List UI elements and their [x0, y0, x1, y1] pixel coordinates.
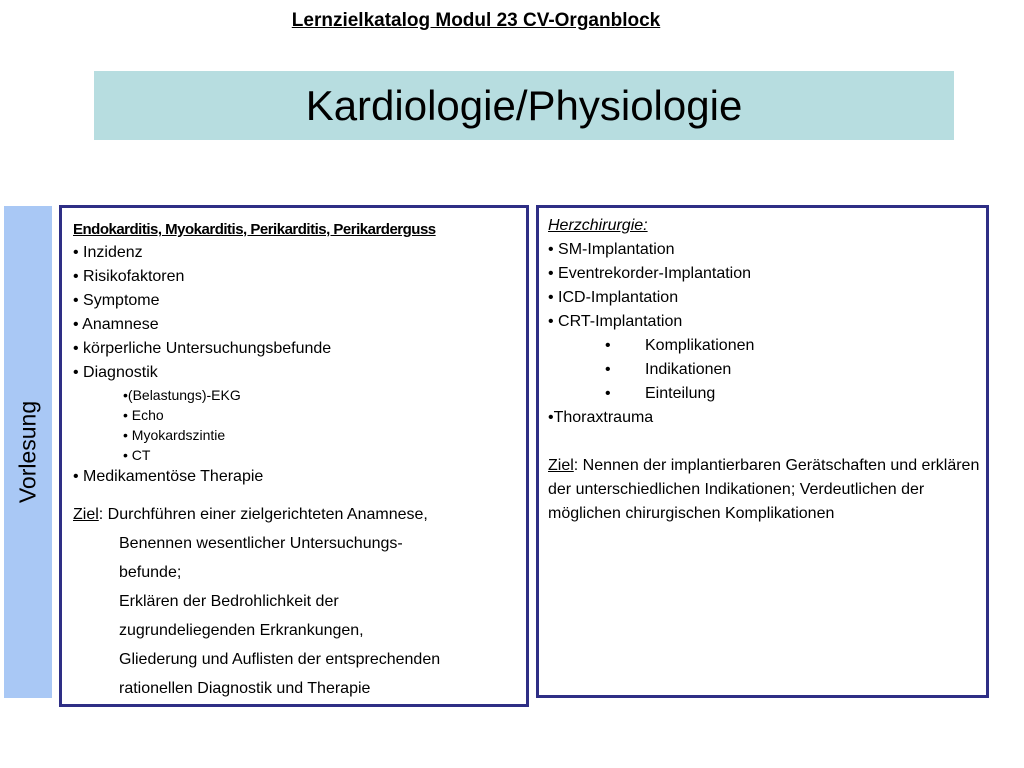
goal-line: Benennen wesentlicher Untersuchungs- — [119, 535, 403, 552]
bullet-icon: • — [605, 337, 611, 354]
left-content-box — [59, 205, 529, 707]
sidebar-label: Vorlesung — [14, 400, 41, 504]
goal-text: : Durchführen einer zielgerichteten Anamnese, — [98, 506, 428, 523]
list-item: • Diagnostik — [73, 364, 158, 381]
goal-line: befunde; — [119, 564, 182, 581]
list-item: • SM-Implantation — [548, 241, 675, 258]
page-title: Lernzielkatalog Modul 23 CV-Organblock — [291, 10, 661, 31]
bullet-icon: • — [605, 385, 611, 402]
list-item: • Eventrekorder-Implantation — [548, 265, 752, 282]
sub-list-item-label: Komplikationen — [645, 337, 755, 354]
list-item: • CRT-Implantation — [548, 313, 683, 330]
list-item: • Medikamentöse Therapie — [73, 468, 264, 485]
right-content-box — [536, 205, 989, 698]
goal-line: rationellen Diagnostik und Therapie — [119, 680, 371, 697]
sub-list-item — [548, 358, 986, 382]
goal-line: Erklären der Bedrohlichkeit der — [119, 593, 339, 610]
sub-list-item: •(Belastungs)-EKG — [123, 387, 241, 403]
goal-line: Gliederung und Auflisten der entsprechenden — [119, 651, 441, 668]
sub-list-item: • Myokardszintie — [123, 427, 226, 443]
left-goal-block — [73, 500, 526, 703]
goal-line: zugrundeliegenden Erkrankungen, — [119, 622, 364, 639]
sub-list-item-label: Einteilung — [645, 385, 716, 402]
sidebar-label-panel — [4, 206, 52, 698]
goal-label: Ziel — [548, 457, 574, 474]
list-item: • ICD-Implantation — [548, 289, 679, 306]
right-goal-text — [548, 454, 986, 526]
list-item: • Anamnese — [73, 316, 159, 333]
sub-list-item: • Echo — [123, 407, 164, 423]
bullet-icon: • — [605, 361, 611, 378]
sub-list-item — [548, 334, 986, 358]
list-item: • Inzidenz — [73, 244, 143, 261]
sub-list-item: • CT — [123, 447, 151, 463]
list-item: •Thoraxtrauma — [548, 409, 654, 426]
goal-label: Ziel — [73, 506, 99, 523]
left-box-heading: Endokarditis, Myokarditis, Perikarditis, Perikarderguss — [73, 221, 436, 238]
goal-text: : Nennen der implantierbaren Gerätschaften und erklären der unterschiedlichen Indikationen; Verdeutlichen der möglichen chirurgischen Komplikationen — [548, 457, 980, 522]
list-item: • Symptome — [73, 292, 160, 309]
goal-first-line — [73, 500, 526, 529]
right-box-heading: Herzchirurgie: — [548, 217, 648, 234]
sub-list-item — [548, 382, 986, 406]
list-item: • Risikofaktoren — [73, 268, 185, 285]
list-item: • körperliche Untersuchungsbefunde — [73, 340, 332, 357]
sub-list-item-label: Indikationen — [645, 361, 732, 378]
topic-banner: Kardiologie/Physiologie — [94, 71, 954, 140]
